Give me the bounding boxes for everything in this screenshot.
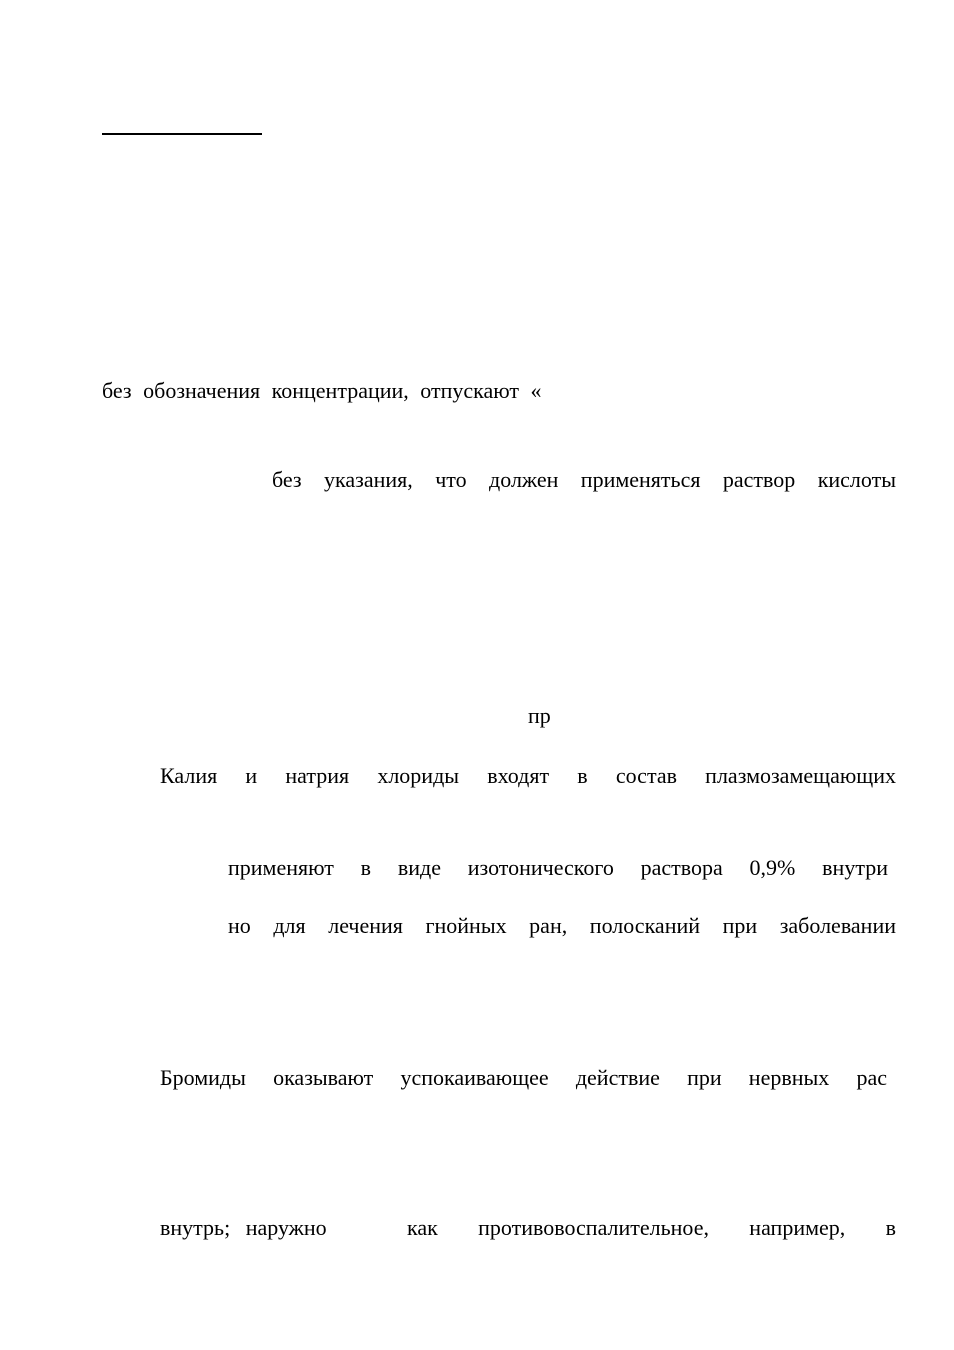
text-line-1: без обозначения концентрации, отпускают «	[102, 378, 542, 403]
text-line-8b: как противовоспалительное, например, в	[407, 1215, 896, 1240]
text-line-3: пр	[528, 703, 551, 728]
text-line-2: без указания, что должен применяться раствор кислоты	[272, 467, 896, 492]
text-line-6: но для лечения гнойных ран, полосканий при заболевании	[228, 913, 896, 938]
text-line-7: Бромиды оказывают успокаивающее действие при нервных рас	[160, 1065, 887, 1090]
footnote-separator-rule	[102, 133, 262, 135]
text-line-4: Калия и натрия хлориды входят в состав плазмозамещающих	[160, 763, 896, 788]
text-line-5: применяют в виде изотонического раствора 0,9% внутри	[228, 855, 888, 880]
text-line-8a: внутрь; наружно	[160, 1215, 327, 1240]
